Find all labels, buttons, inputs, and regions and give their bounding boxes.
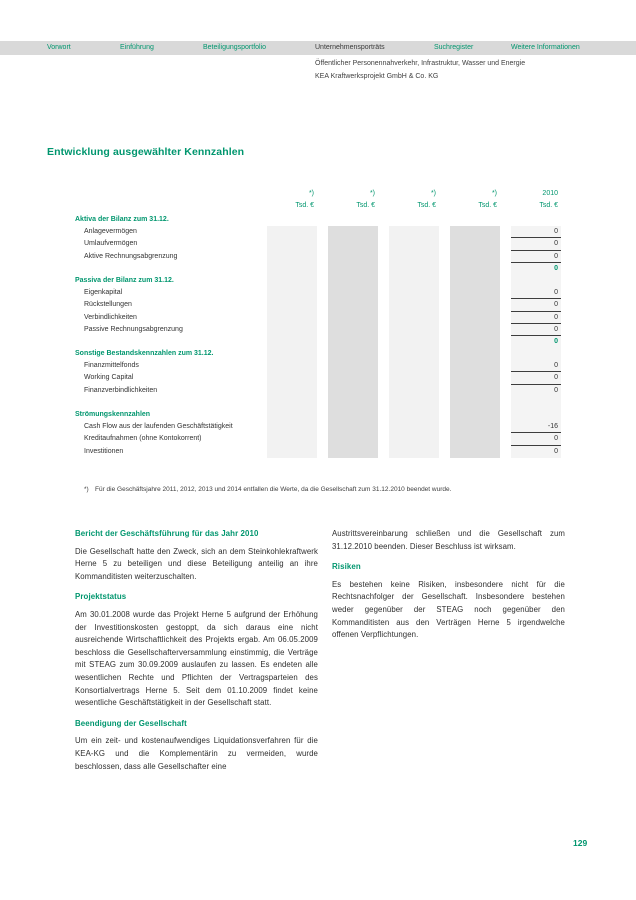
row-value-2010: 0 [511, 312, 561, 324]
cell-col-3 [389, 397, 439, 409]
cell-col-4 [450, 214, 500, 226]
table-group-row [75, 348, 561, 360]
cell-col-3 [389, 287, 439, 299]
row-label: Passiva der Bilanz zum 31.12. [75, 276, 174, 284]
row-value-2010 [511, 397, 561, 409]
page-title: Entwicklung ausgewählter Kennzahlen [47, 146, 245, 158]
nav-item-vorwort[interactable]: Vorwort [47, 44, 71, 51]
row-value-2010: 0 [511, 360, 561, 372]
cell-col-1 [267, 312, 317, 324]
row-label [75, 336, 256, 348]
cell-col-4 [450, 251, 500, 263]
page-number: 129 [573, 838, 588, 848]
top-navigation [0, 41, 636, 55]
cell-col-4 [450, 263, 500, 275]
kpi-header-row-note [75, 188, 561, 200]
cell-col-2 [328, 385, 378, 397]
col-header-unit-3: Tsd. € [417, 202, 436, 209]
cell-col-1 [267, 214, 317, 226]
body-column-right [332, 528, 565, 650]
cell-col-3 [389, 312, 439, 324]
cell-col-2 [328, 312, 378, 324]
cell-col-2 [328, 251, 378, 263]
body-column-left [75, 528, 318, 781]
cell-col-2 [328, 263, 378, 275]
table-row [75, 360, 561, 372]
row-label: Finanzmittelfonds [84, 362, 139, 370]
row-value-2010: 0 [511, 372, 561, 384]
cell-col-3 [389, 226, 439, 238]
section-heading: Beendigung der Gesellschaft [75, 718, 187, 728]
cell-col-2 [328, 238, 378, 250]
row-value-2010: 0 [511, 226, 561, 238]
cell-col-3 [389, 336, 439, 348]
cell-col-1 [267, 433, 317, 445]
cell-col-3 [389, 238, 439, 250]
body-paragraph: Austrittsvereinbarung schließen und die Gesellschaft zum 31.12.2010 beenden. Dieser Beschluss ist wirksam. [332, 529, 565, 551]
cell-col-3 [389, 372, 439, 384]
row-value-2010: 0 [511, 238, 561, 250]
col-header-unit-4: Tsd. € [478, 202, 497, 209]
cell-col-1 [267, 251, 317, 263]
breadcrumb [315, 57, 525, 83]
footnote [84, 486, 451, 493]
row-label: Kreditaufnahmen (ohne Kontokorrent) [84, 435, 202, 443]
cell-col-4 [450, 421, 500, 433]
cell-col-2 [328, 226, 378, 238]
footnote-marker: *) [84, 486, 89, 493]
table-group-row [75, 214, 561, 226]
cell-col-2 [328, 214, 378, 226]
cell-col-2 [328, 372, 378, 384]
nav-item-unternehmensportraets[interactable]: Unternehmensporträts [315, 44, 385, 51]
table-group-row [75, 409, 561, 421]
body-paragraph: Um ein zeit- und kostenaufwendiges Liquidationsverfahren für die KEA-KG und die Komplementärin zu vermeiden, wurde beschlossen, dass alle Gesellschafter eine [75, 736, 318, 771]
cell-col-4 [450, 299, 500, 311]
cell-col-4 [450, 336, 500, 348]
cell-col-3 [389, 421, 439, 433]
row-label [75, 397, 256, 409]
kpi-table-body [75, 214, 561, 458]
cell-col-4 [450, 446, 500, 458]
body-paragraph: Die Gesellschaft hatte den Zweck, sich an dem Steinkohlekraftwerk Herne 5 zu beteiligen und diese Beteiligung anteilig an ihre Kommanditisten weiterzuschalten. [75, 546, 318, 581]
row-label: Anlagevermögen [84, 228, 137, 236]
cell-col-2 [328, 324, 378, 336]
footnote-text: Für die Geschäftsjahre 2011, 2012, 2013 und 2014 entfallen die Werte, da die Gesellschaft zum 31.12.2010 beendet wurde. [95, 486, 452, 493]
cell-col-1 [267, 287, 317, 299]
cell-col-1 [267, 372, 317, 384]
table-row [75, 385, 561, 397]
row-value-2010: 0 [511, 287, 561, 299]
row-value-2010: 0 [511, 324, 561, 336]
col-header-note-1: *) [308, 190, 314, 197]
row-label: Umlaufvermögen [84, 240, 138, 248]
cell-col-3 [389, 409, 439, 421]
cell-col-3 [389, 348, 439, 360]
cell-col-3 [389, 214, 439, 226]
cell-col-4 [450, 287, 500, 299]
cell-col-2 [328, 421, 378, 433]
cell-col-2 [328, 360, 378, 372]
cell-col-4 [450, 360, 500, 372]
col-header-note-2: *) [369, 190, 375, 197]
table-row [75, 324, 561, 336]
cell-col-1 [267, 299, 317, 311]
cell-col-4 [450, 275, 500, 287]
cell-col-2 [328, 336, 378, 348]
row-value-2010 [511, 348, 561, 360]
nav-item-suchregister[interactable]: Suchregister [434, 44, 474, 51]
cell-col-1 [267, 275, 317, 287]
section-heading: Projektstatus [75, 592, 127, 602]
kpi-header-row-unit [75, 200, 561, 212]
cell-col-1 [267, 226, 317, 238]
cell-col-2 [328, 446, 378, 458]
row-value-2010: 0 [511, 433, 561, 445]
col-header-unit-5: Tsd. € [539, 202, 558, 209]
row-label: Cash Flow aus der laufenden Geschäftstätigkeit [84, 423, 233, 431]
header-spacer [75, 200, 256, 212]
table-row [75, 238, 561, 250]
cell-col-4 [450, 372, 500, 384]
cell-col-4 [450, 324, 500, 336]
cell-col-1 [267, 336, 317, 348]
col-header-unit-2: Tsd. € [356, 202, 375, 209]
row-label: Rückstellungen [84, 301, 132, 309]
table-row [75, 287, 561, 299]
col-header-note-5: 2010 [542, 190, 558, 197]
row-value-2010: -16 [511, 421, 561, 433]
cell-col-4 [450, 226, 500, 238]
section-heading: Risiken [332, 562, 361, 572]
table-row [75, 299, 561, 311]
cell-col-4 [450, 385, 500, 397]
nav-item-beteiligungsportfolio[interactable]: Beteiligungsportfolio [203, 44, 267, 51]
breadcrumb-category: Öffentlicher Personennahverkehr, Infrastruktur, Wasser und Energie [315, 60, 526, 67]
table-row [75, 226, 561, 238]
table-total-row [75, 263, 561, 275]
cell-col-3 [389, 433, 439, 445]
cell-col-2 [328, 433, 378, 445]
cell-col-1 [267, 348, 317, 360]
breadcrumb-company: KEA Kraftwerksprojekt GmbH & Co. KG [315, 73, 439, 80]
cell-col-1 [267, 385, 317, 397]
cell-col-1 [267, 409, 317, 421]
cell-col-1 [267, 238, 317, 250]
cell-col-1 [267, 263, 317, 275]
cell-col-4 [450, 348, 500, 360]
cell-col-4 [450, 409, 500, 421]
row-label [75, 263, 256, 275]
table-total-row [75, 336, 561, 348]
cell-col-1 [267, 421, 317, 433]
table-row [75, 446, 561, 458]
col-header-unit-1: Tsd. € [295, 202, 314, 209]
cell-col-4 [450, 433, 500, 445]
header-spacer [75, 188, 256, 200]
cell-col-3 [389, 263, 439, 275]
row-label: Eigenkapital [84, 289, 123, 297]
row-label: Verbindlichkeiten [84, 313, 137, 321]
cell-col-2 [328, 287, 378, 299]
cell-col-2 [328, 348, 378, 360]
cell-col-1 [267, 324, 317, 336]
row-label: Investitionen [84, 447, 124, 455]
row-label: Finanzverbindlichkeiten [84, 386, 158, 394]
cell-col-3 [389, 360, 439, 372]
nav-item-weitere-informationen[interactable]: Weitere Informationen [511, 44, 580, 51]
col-header-note-3: *) [430, 190, 436, 197]
row-label: Working Capital [84, 374, 134, 382]
kpi-table-header [75, 188, 561, 212]
cell-col-3 [389, 251, 439, 263]
cell-col-2 [328, 397, 378, 409]
cell-col-1 [267, 446, 317, 458]
row-value-2010: 0 [511, 299, 561, 311]
row-value-2010 [511, 275, 561, 287]
cell-col-3 [389, 275, 439, 287]
nav-item-einfuehrung[interactable]: Einführung [120, 44, 154, 51]
cell-col-1 [267, 360, 317, 372]
table-group-row [75, 275, 561, 287]
body-paragraph: Am 30.01.2008 wurde das Projekt Herne 5 aufgrund der Erhöhung der Investitionskosten gestoppt, da sich daraus eine nicht ausreichende Wirtschaftlichkeit des Projekts ergab. Am 06.05.2009 beschloss die Gesellschafterversammlung einstimmig, die Verträge mit STEAG zum 30.09.2009 auslaufen zu lassen. Es endeten alle wesentlichen Rechte und Pflichten der Vertragsparteien des Konsortialvertrags Herne 5. Seit dem 01.10.2009 findet keine wesentliche Geschäftstätigkeit in der Gesellschaft statt. [75, 609, 318, 708]
cell-col-4 [450, 397, 500, 409]
cell-col-2 [328, 409, 378, 421]
cell-col-3 [389, 324, 439, 336]
row-value-2010 [511, 214, 561, 226]
table-row [75, 312, 561, 324]
table-row [75, 421, 561, 433]
body-paragraph: Es bestehen keine Risiken, insbesondere nicht für die Rechtsnachfolger der Gesellschaft. Insbesondere bestehen weder gegenüber der STEAG noch gegenüber den Kommanditisten aus den Verträgen Herne 5 irgendwelche offenen Verpflichtungen. [332, 579, 565, 640]
cell-col-4 [450, 312, 500, 324]
row-label: Aktiva der Bilanz zum 31.12. [75, 216, 169, 223]
cell-col-3 [389, 299, 439, 311]
row-value-2010: 0 [511, 336, 561, 348]
cell-col-3 [389, 385, 439, 397]
row-value-2010: 0 [511, 251, 561, 263]
col-header-note-4: *) [491, 190, 497, 197]
table-spacer-row [75, 397, 561, 409]
cell-col-3 [389, 446, 439, 458]
kpi-table [75, 188, 561, 458]
row-label: Sonstige Bestandskennzahlen zum 31.12. [75, 350, 214, 358]
cell-col-2 [328, 299, 378, 311]
table-row [75, 433, 561, 445]
row-value-2010 [511, 409, 561, 421]
row-label: Aktive Rechnungsabgrenzung [84, 252, 178, 260]
cell-col-2 [328, 275, 378, 287]
row-label: Strömungskennzahlen [75, 411, 151, 418]
cell-col-4 [450, 238, 500, 250]
table-row [75, 251, 561, 263]
row-value-2010: 0 [511, 446, 561, 458]
row-value-2010: 0 [511, 385, 561, 397]
row-label: Passive Rechnungsabgrenzung [84, 325, 183, 333]
table-row [75, 372, 561, 384]
section-heading: Bericht der Geschäftsführung für das Jahr 2010 [75, 529, 259, 538]
cell-col-1 [267, 397, 317, 409]
row-value-2010: 0 [511, 263, 561, 275]
